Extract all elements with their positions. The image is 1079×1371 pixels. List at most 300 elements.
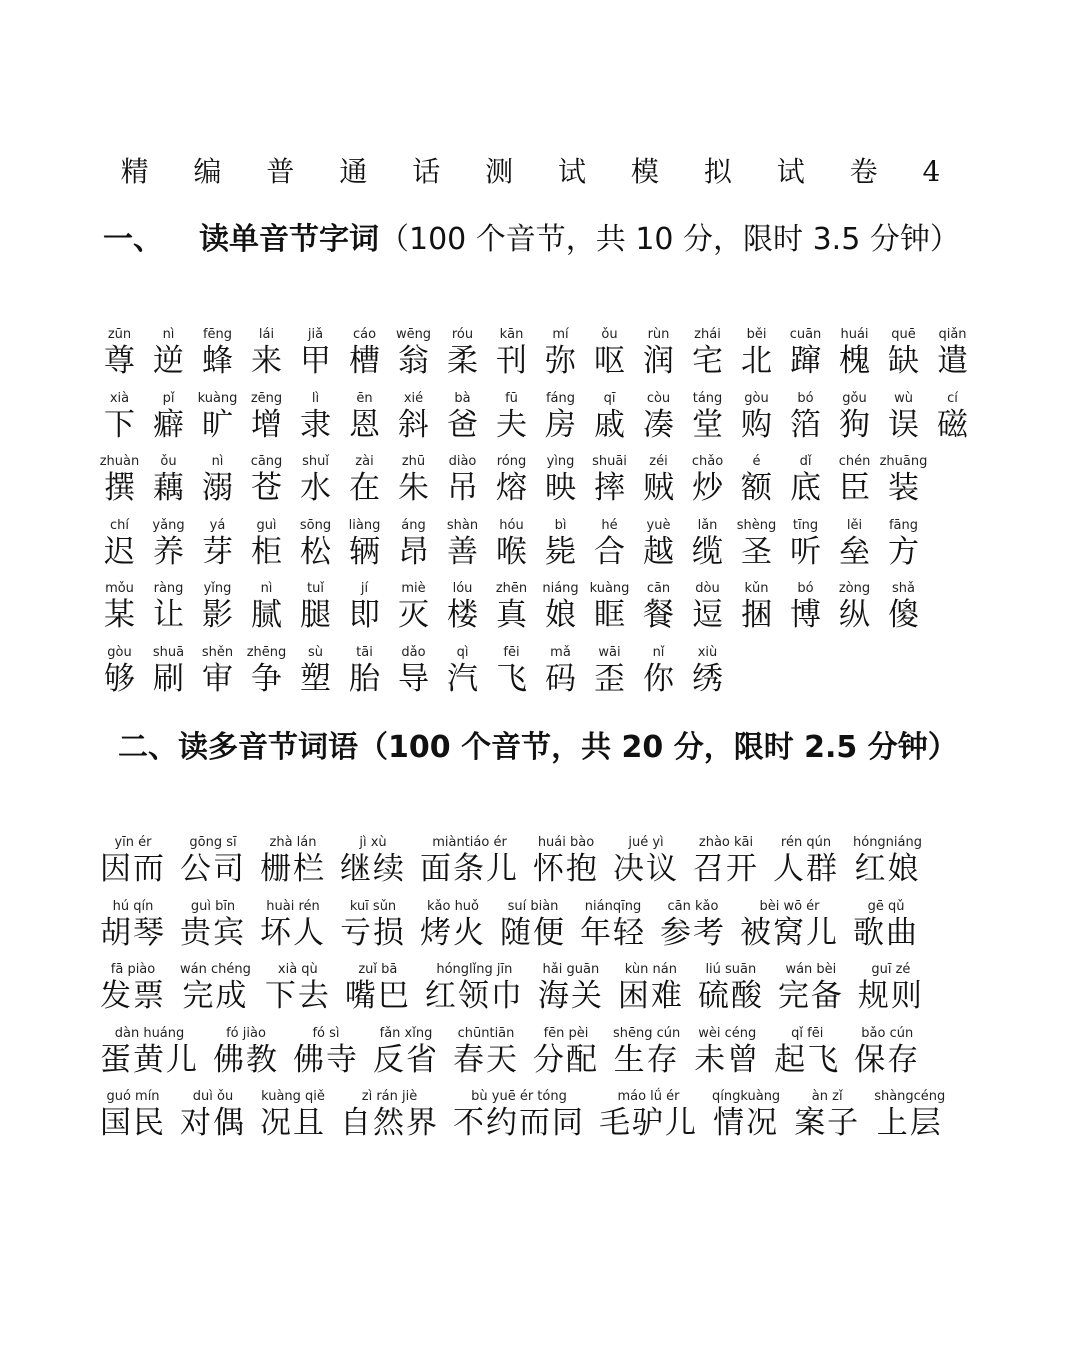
pinyin: tuǐ — [307, 581, 324, 596]
hanzi: 毙 — [545, 533, 576, 570]
hanzi: 臣 — [839, 470, 870, 506]
hanzi: 槐 — [839, 343, 870, 379]
hanzi: 来 — [251, 343, 282, 379]
word-item — [180, 1088, 246, 1152]
hanzi: 越 — [643, 533, 674, 570]
pinyin: yá — [209, 517, 226, 533]
pinyin: yǎng — [152, 517, 185, 533]
pinyin: lái — [258, 327, 275, 342]
hanzi: 蹿 — [790, 343, 821, 379]
hanzi: 朱 — [398, 470, 429, 506]
word-item — [242, 580, 291, 644]
word-item — [438, 580, 487, 644]
pinyin: zòng — [838, 581, 871, 596]
pinyin: áng — [401, 517, 426, 533]
hanzi: 坏人 — [260, 914, 326, 951]
hanzi: 藕 — [153, 470, 184, 506]
word-item — [193, 390, 242, 454]
pinyin: fāng — [888, 517, 919, 533]
word-item — [144, 517, 193, 581]
pinyin: lǎn — [697, 517, 718, 533]
word-row — [100, 834, 1000, 898]
word-item — [712, 1088, 780, 1152]
hanzi: 吊 — [447, 470, 478, 506]
hanzi: 生存 — [613, 1041, 680, 1078]
hanzi: 凑 — [643, 406, 674, 443]
word-item — [732, 517, 781, 581]
hanzi: 熔 — [496, 470, 527, 506]
pinyin: hóu — [499, 517, 524, 533]
pinyin: sù — [307, 644, 323, 660]
word-item — [781, 390, 830, 454]
pinyin: còu — [646, 390, 671, 406]
hanzi: 不约而同 — [453, 1105, 585, 1141]
hanzi: 误 — [888, 406, 919, 443]
pinyin: qíngkuàng — [712, 1089, 781, 1104]
word-item — [683, 326, 732, 390]
hanzi: 国民 — [100, 1105, 166, 1141]
multi-syllable-grid — [100, 834, 1000, 1152]
word-item — [694, 1025, 760, 1089]
pinyin: àn zǐ — [811, 1089, 843, 1104]
hanzi: 召开 — [693, 851, 759, 887]
hanzi: 傻 — [888, 597, 919, 633]
word-item — [487, 517, 536, 581]
word-item — [340, 326, 389, 390]
hanzi: 娘 — [545, 597, 576, 633]
hanzi: 贵宾 — [180, 914, 246, 951]
pinyin: kuàng qiě — [261, 1089, 325, 1104]
word-item — [100, 1088, 166, 1152]
hanzi: 反省 — [373, 1041, 439, 1078]
pinyin: zuǐ bā — [358, 962, 398, 977]
word-item — [928, 326, 977, 390]
hanzi: 公司 — [180, 851, 246, 887]
hanzi: 汽 — [447, 660, 478, 697]
section1-label: 读单音节字词 — [199, 222, 379, 257]
word-item — [830, 517, 879, 581]
hanzi: 完备 — [777, 978, 844, 1014]
hanzi: 方 — [888, 533, 919, 570]
page-title: 精 编 普 通 话 测 试 模 拟 试 卷 4 — [120, 155, 959, 188]
hanzi: 影 — [202, 597, 233, 633]
pinyin: miè — [401, 581, 426, 596]
pinyin: qǐ fēi — [791, 1025, 824, 1041]
word-item — [438, 453, 487, 517]
pinyin: kuàng — [589, 581, 630, 596]
pinyin: wù — [894, 390, 913, 406]
pinyin: fēi — [503, 644, 520, 660]
word-item — [487, 390, 536, 454]
word-row — [100, 961, 1000, 1025]
pinyin: lěi — [846, 517, 863, 533]
word-item — [193, 326, 242, 390]
word-item — [683, 453, 732, 517]
pinyin: yuè — [646, 517, 671, 533]
word-item — [144, 326, 193, 390]
word-item — [879, 326, 928, 390]
pinyin: yìng — [546, 454, 575, 469]
word-item — [340, 834, 406, 898]
pinyin: guì — [256, 517, 277, 533]
word-item — [660, 898, 726, 962]
word-item — [389, 390, 438, 454]
hanzi: 撰 — [104, 470, 135, 506]
word-item — [291, 517, 340, 581]
word-item — [536, 580, 585, 644]
hanzi: 遣 — [937, 343, 968, 379]
pinyin: fēn pèi — [543, 1025, 589, 1041]
word-item — [879, 580, 928, 644]
word-item — [260, 1088, 326, 1152]
hanzi: 槽 — [349, 343, 380, 379]
hanzi: 让 — [153, 597, 184, 633]
pinyin: dòu — [695, 581, 720, 596]
word-item — [879, 390, 928, 454]
pinyin: shuǐ — [302, 454, 329, 469]
pinyin: bǎo cún — [861, 1025, 914, 1041]
pinyin: huái bào — [537, 835, 595, 850]
word-item — [585, 644, 634, 708]
word-item — [830, 390, 879, 454]
pinyin: mǒu — [105, 581, 134, 596]
word-item — [438, 326, 487, 390]
hanzi: 柔 — [447, 343, 478, 379]
pinyin: shǎ — [892, 581, 915, 596]
word-item — [180, 834, 246, 898]
hanzi: 缺 — [888, 343, 919, 379]
pinyin: fó jiào — [226, 1025, 266, 1041]
hanzi: 下去 — [264, 978, 331, 1014]
word-item — [732, 453, 781, 517]
hanzi: 你 — [643, 660, 674, 697]
hanzi: 毛驴儿 — [599, 1105, 698, 1141]
hanzi: 旷 — [202, 406, 233, 443]
pinyin: kùn nán — [624, 962, 677, 977]
word-item — [100, 961, 166, 1025]
word-row — [95, 390, 995, 454]
pinyin: róng — [496, 454, 527, 469]
pinyin: zhái — [694, 327, 721, 342]
hanzi: 纵 — [839, 597, 870, 633]
pinyin: yīn ér — [114, 835, 152, 850]
word-item — [585, 453, 634, 517]
word-item — [732, 326, 781, 390]
pinyin: diào — [448, 454, 477, 469]
pinyin: qī — [603, 390, 616, 406]
hanzi: 对偶 — [180, 1105, 246, 1141]
pinyin: é — [752, 454, 761, 469]
hanzi: 逗 — [692, 597, 723, 633]
word-item — [830, 326, 879, 390]
pinyin: bó — [797, 581, 814, 596]
hanzi: 人群 — [773, 851, 839, 887]
hanzi: 腿 — [300, 597, 331, 633]
word-item — [389, 644, 438, 708]
pinyin: zhū — [401, 454, 426, 469]
word-item — [585, 390, 634, 454]
pinyin: guī zé — [871, 962, 911, 977]
pinyin: máo lǘ ér — [617, 1089, 680, 1104]
pinyin: wán chéng — [180, 962, 251, 977]
word-item — [95, 580, 144, 644]
pinyin: cān — [646, 581, 671, 596]
hanzi: 底 — [790, 470, 821, 506]
word-item — [830, 453, 879, 517]
pinyin: shěn — [201, 644, 234, 660]
word-item — [95, 390, 144, 454]
word-item — [453, 1025, 519, 1089]
word-item — [100, 898, 166, 962]
pinyin: duì ǒu — [192, 1089, 234, 1104]
word-item — [781, 580, 830, 644]
hanzi: 案子 — [794, 1105, 861, 1141]
hanzi: 餐 — [643, 597, 674, 633]
hanzi: 蜂 — [202, 343, 233, 379]
word-item — [293, 1025, 359, 1089]
pinyin: shàngcéng — [874, 1089, 946, 1104]
word-item — [291, 326, 340, 390]
pinyin: chūntiān — [457, 1025, 515, 1041]
hanzi: 码 — [545, 660, 576, 697]
word-item — [778, 961, 844, 1025]
word-row — [95, 580, 995, 644]
section1-number: 一、 — [103, 222, 163, 257]
pinyin: zhēn — [495, 581, 528, 596]
pinyin: lì — [311, 390, 320, 406]
pinyin: gōng sī — [189, 835, 237, 850]
pinyin: kǎo huǒ — [426, 898, 479, 914]
pinyin: bó — [797, 390, 814, 406]
word-item — [340, 1088, 439, 1152]
pinyin: zhuàn — [99, 454, 140, 469]
word-item — [693, 834, 759, 898]
pinyin: shuāi — [592, 454, 627, 469]
pinyin: zhà lán — [269, 835, 317, 850]
hanzi: 海关 — [537, 978, 604, 1014]
word-item — [536, 390, 585, 454]
hanzi: 年轻 — [580, 914, 646, 951]
pinyin: zhào kāi — [698, 835, 754, 850]
word-item — [781, 453, 830, 517]
pinyin: zài — [355, 454, 374, 469]
hanzi: 宅 — [692, 343, 723, 379]
pinyin: nì — [260, 581, 273, 596]
hanzi: 被窝儿 — [740, 914, 839, 951]
pinyin: běi — [746, 327, 767, 342]
hanzi: 缆 — [692, 533, 723, 570]
word-row — [100, 1025, 1000, 1089]
word-item — [438, 390, 487, 454]
word-item — [487, 453, 536, 517]
hanzi: 起飞 — [774, 1041, 841, 1078]
pinyin: qiǎn — [938, 327, 967, 342]
pinyin: shēng cún — [613, 1025, 681, 1041]
word-item — [732, 390, 781, 454]
pinyin: ēn — [356, 390, 373, 406]
pinyin: niáng — [542, 581, 579, 596]
hanzi: 下 — [104, 406, 135, 443]
word-item — [879, 453, 928, 517]
pinyin: suí biàn — [507, 898, 559, 914]
word-item — [144, 644, 193, 708]
word-item — [340, 517, 389, 581]
word-item — [340, 644, 389, 708]
pinyin: chǎo — [691, 454, 724, 469]
hanzi: 养 — [153, 533, 184, 570]
hanzi: 苍 — [251, 470, 282, 506]
word-item — [599, 1088, 698, 1152]
hanzi: 楼 — [447, 597, 478, 633]
hanzi: 佛教 — [213, 1041, 279, 1078]
hanzi: 某 — [104, 597, 135, 633]
hanzi: 圣 — [741, 533, 772, 570]
pinyin: jiǎ — [307, 327, 324, 342]
pinyin: chí — [110, 517, 129, 533]
word-item — [242, 644, 291, 708]
section2-heading — [118, 722, 958, 766]
hanzi: 箔 — [790, 406, 821, 443]
hanzi: 真 — [496, 597, 527, 633]
hanzi: 额 — [741, 470, 772, 506]
hanzi: 佛寺 — [293, 1041, 359, 1078]
hanzi: 装 — [888, 470, 919, 506]
hanzi: 捆 — [741, 597, 772, 633]
hanzi: 歪 — [594, 660, 625, 697]
word-item — [438, 517, 487, 581]
hanzi: 北 — [741, 343, 772, 379]
hanzi: 逆 — [153, 343, 184, 379]
hanzi: 随便 — [500, 914, 566, 951]
word-item — [438, 644, 487, 708]
word-item — [536, 453, 585, 517]
section2-label: 、读多音节词语 — [148, 730, 358, 765]
hanzi: 恩 — [349, 406, 380, 443]
word-item — [340, 390, 389, 454]
pinyin: dàn huáng — [114, 1025, 185, 1041]
hanzi: 况且 — [260, 1105, 326, 1141]
pinyin: ǒu — [160, 454, 177, 469]
hanzi: 烤火 — [420, 914, 486, 951]
hanzi: 柜 — [251, 533, 282, 570]
pinyin: guó mín — [106, 1089, 160, 1104]
word-item — [340, 898, 406, 962]
hanzi: 甲 — [300, 343, 331, 379]
pinyin: fǎn xǐng — [379, 1025, 433, 1041]
hanzi: 迟 — [104, 533, 135, 570]
pinyin: zēng — [250, 390, 283, 406]
hanzi: 塑 — [300, 660, 331, 697]
hanzi: 情况 — [713, 1105, 780, 1141]
word-item — [291, 390, 340, 454]
word-item — [618, 961, 684, 1025]
word-item — [180, 898, 246, 962]
word-item — [389, 517, 438, 581]
word-item — [683, 517, 732, 581]
word-item — [538, 961, 604, 1025]
word-item — [100, 834, 166, 898]
word-item — [698, 961, 764, 1025]
hanzi: 分配 — [533, 1041, 599, 1078]
word-item — [389, 326, 438, 390]
pinyin: nǐ — [652, 644, 665, 660]
hanzi: 隶 — [300, 406, 331, 443]
pinyin: huài rén — [266, 898, 320, 914]
hanzi: 磁 — [937, 406, 968, 443]
word-item — [144, 453, 193, 517]
word-item — [613, 834, 679, 898]
pinyin: xià qù — [277, 962, 318, 977]
word-item — [340, 580, 389, 644]
hanzi: 面条儿 — [420, 851, 519, 887]
pinyin: kuī sǔn — [349, 898, 397, 914]
pinyin: xià — [109, 390, 130, 406]
word-item — [536, 644, 585, 708]
word-item — [536, 326, 585, 390]
pinyin: wèi céng — [698, 1025, 757, 1041]
pinyin: zūn — [107, 327, 132, 342]
hanzi: 灭 — [398, 597, 429, 633]
pinyin: shàn — [446, 517, 479, 533]
section2-number: 二 — [118, 730, 148, 765]
hanzi: 合 — [594, 533, 625, 570]
pinyin: hú qín — [112, 898, 154, 914]
section1-heading — [103, 214, 960, 258]
hanzi: 完成 — [182, 978, 249, 1014]
pinyin: fū — [505, 390, 518, 406]
hanzi: 贼 — [643, 470, 674, 506]
pinyin: cuān — [789, 327, 822, 342]
pinyin: gòu — [107, 644, 132, 660]
word-item — [683, 580, 732, 644]
word-item — [95, 326, 144, 390]
pinyin: shèng — [736, 517, 777, 533]
word-item — [260, 834, 326, 898]
word-item — [453, 1088, 585, 1152]
pinyin: cāng — [250, 454, 283, 469]
word-item — [580, 898, 646, 962]
word-row — [100, 1088, 1000, 1152]
pinyin: gǒu — [842, 390, 867, 406]
hanzi: 胎 — [349, 660, 380, 697]
hanzi: 导 — [398, 660, 429, 697]
pinyin: cí — [947, 390, 958, 406]
hanzi: 飞 — [496, 660, 527, 697]
pinyin: kān — [499, 327, 524, 342]
pinyin: pǐ — [162, 390, 175, 406]
word-item — [634, 453, 683, 517]
word-item — [536, 517, 585, 581]
hanzi: 博 — [790, 597, 821, 633]
hanzi: 松 — [300, 533, 331, 570]
word-item — [389, 453, 438, 517]
hanzi: 审 — [202, 660, 233, 697]
word-row — [95, 453, 995, 517]
pinyin: bà — [454, 390, 471, 406]
word-item — [193, 644, 242, 708]
word-item — [144, 390, 193, 454]
hanzi: 歌曲 — [853, 914, 919, 951]
pinyin: hé — [601, 517, 618, 533]
word-item — [854, 1025, 920, 1089]
pinyin: liàng — [348, 517, 381, 533]
hanzi: 保存 — [854, 1041, 921, 1078]
section1-note: （100 个音节，共 10 分，限时 3.5 分钟） — [379, 222, 960, 257]
hanzi: 摔 — [594, 470, 625, 506]
hanzi: 夫 — [496, 406, 527, 443]
pinyin: mǎ — [550, 644, 571, 660]
word-row — [95, 517, 995, 581]
